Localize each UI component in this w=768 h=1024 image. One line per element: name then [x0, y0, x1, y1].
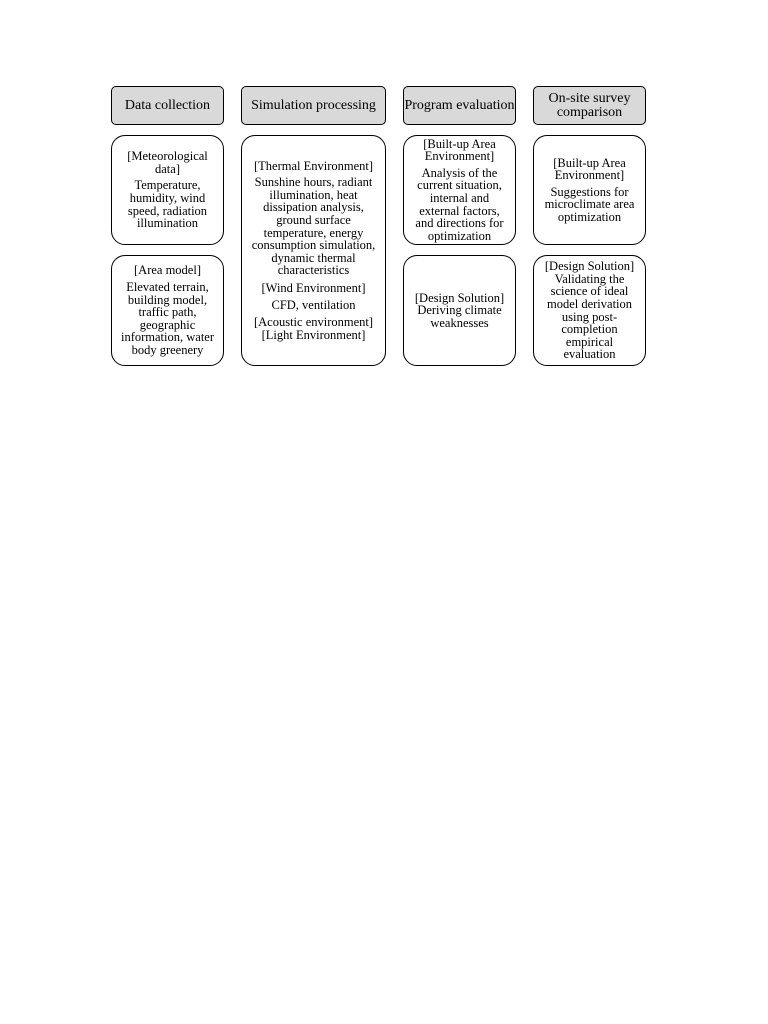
cell-tag: [Design Solution] [414, 290, 505, 305]
cell-desc: Elevated terrain, building model, traffic path, geographic information, water body greenery [120, 280, 215, 357]
cell-area-model [111, 255, 224, 366]
cell-desc: Suggestions for microclimate area optimization [544, 184, 635, 224]
header-label: Program evaluation [404, 97, 515, 113]
cell-desc: Validating the science of ideal model derivation using post-completion empirical evaluation [546, 271, 633, 362]
cell-simulation-environments [241, 135, 386, 366]
cell-desc: Analysis of the current situation, internal and external factors, and directions for optimization [415, 165, 504, 243]
cell-desc: Deriving climate weaknesses [417, 303, 502, 330]
cell-meteorological-data [111, 135, 224, 245]
cell-tag: [Light Environment] [261, 327, 366, 342]
cell-tag: [Built-up Area Environment] [423, 136, 496, 164]
cell-tag: [Area model] [134, 263, 201, 278]
cell-design-solution [403, 255, 516, 366]
cell-tag: [Meteorological data] [127, 149, 208, 176]
header-label: Simulation processing [251, 97, 376, 113]
cell-built-up-area [403, 135, 516, 245]
cell-tag: [Design Solution] [544, 259, 635, 274]
header-on-site-survey [533, 86, 646, 125]
cell-tag: [Acoustic environment] [253, 315, 374, 330]
header-label: On-site survey comparison [548, 90, 631, 120]
header-simulation-processing [241, 86, 386, 125]
header-label: Data collection [124, 97, 211, 113]
cell-tag: [Thermal Environment] [253, 158, 374, 173]
header-data-collection [111, 86, 224, 125]
cell-desc: CFD, ventilation [271, 297, 356, 312]
cell-tag: [Built-up Area Environment] [553, 155, 626, 183]
cell-built-up-area [533, 135, 646, 245]
cell-design-solution [533, 255, 646, 366]
cell-desc: Sunshine hours, radiant illumination, heat dissipation analysis, ground surface temperature, energy consumption simulation, dynamic thermal characteristics [251, 175, 376, 278]
header-program-evaluation [403, 86, 516, 125]
cell-desc: Temperature, humidity, wind speed, radiation illumination [127, 178, 208, 231]
cell-tag: [Wind Environment] [261, 280, 366, 295]
